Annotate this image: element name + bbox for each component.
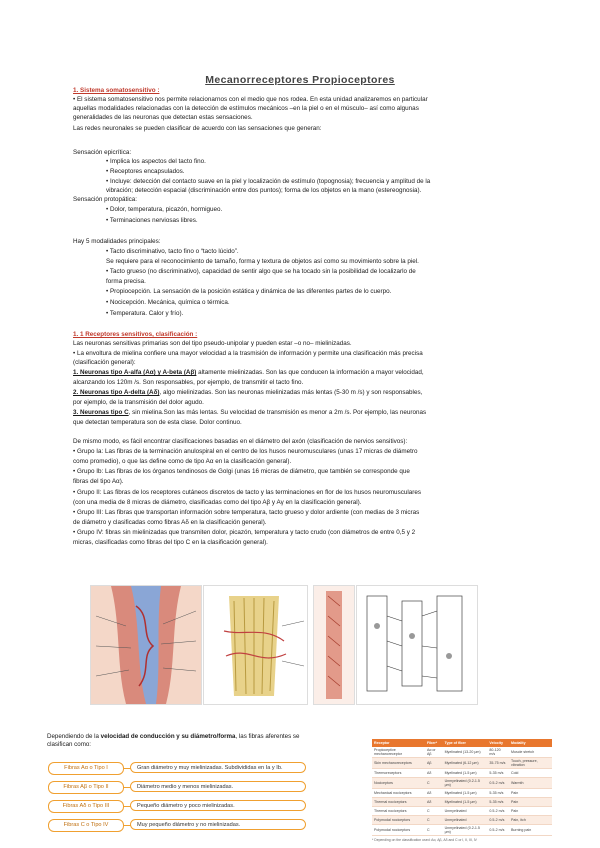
table-row [372, 798, 552, 807]
list-item: • Propiocepción. La sensación de la posición estática y dinámica de las diferentes partes de lo cuerpo. [106, 288, 392, 295]
list-item: • Temperatura. Calor y frío). [106, 310, 184, 317]
table-footnote: * Depending on the classification used: Aα, Aβ, Aδ and C or I, II, III, IV [372, 838, 477, 842]
table-body [372, 747, 552, 836]
table-row [372, 769, 552, 778]
list-item: forma precisa. [106, 278, 146, 285]
table-cell: C [425, 778, 443, 789]
table-row [372, 816, 552, 825]
table-cell: C [425, 816, 443, 825]
table-cell: 80-120 m/s [487, 747, 509, 758]
neuron-type-1-text: altamente mielinizadas. Son las que conducen la información a mayor velocidad, [196, 369, 424, 376]
neuron-type-2-label: 2. Neuronas tipo A-delta (Aδ) [73, 389, 160, 396]
paragraph-line: Las neuronas sensitivas primarias son del tipo pseudo-unipolar y pueden estar –o no– mielinizadas. [73, 340, 352, 347]
group-line: • Grupo Ia: Las fibras de la terminación anulospiral en el centro de los husos neuromusculares (unas 17 micras de diámetro [73, 448, 418, 455]
table-cell: Aδ [425, 789, 443, 798]
table-cell: Unmyelinated (0.2-1.5 μm) [443, 778, 488, 789]
table-cell: 0.5-2 m/s [487, 825, 509, 836]
table-cell: 5-35 m/s [487, 798, 509, 807]
receptor-table [372, 739, 552, 836]
table-cell: Muscle stretch [509, 747, 552, 758]
table-cell: 0.5-2 m/s [487, 816, 509, 825]
fiber-name: Fibras C o Tipo IV [48, 819, 124, 832]
intro-text: Dependiendo de la [47, 733, 101, 740]
table-cell: Polymodal nociceptors [372, 825, 425, 836]
paragraph-line: (clasificación general): [73, 359, 136, 366]
table-cell: Nociceptors [372, 778, 425, 789]
fiber-description: Diámetro medio y menos mielinizadas. [130, 781, 306, 792]
table-cell: Unmyelinated [443, 807, 488, 816]
fiber-classification-intro [47, 733, 347, 749]
fiber-name: Fibras Aβ o Tipo II [48, 781, 124, 794]
paragraph-line: por ejemplo, de la transmisión del dolor agudo. [73, 399, 204, 406]
section11-heading: 1. 1 Receptores sensitivos, clasificación : [73, 331, 198, 338]
paragraph-line: • La envoltura de mielina confiere una mayor velocidad a la trasmisión de información y permite una clasificación más precisa [73, 350, 423, 357]
fiber-row [48, 762, 308, 774]
fiber-name: Fibras Aδ o Tipo III [48, 800, 124, 813]
paragraph-line: De mismo modo, es fácil encontrar clasificaciones basadas en el diámetro del axón (clasificación de nervios sensitivos): [73, 438, 408, 445]
table-cell: Thermoreceptors [372, 769, 425, 778]
section1-heading: 1. Sistema somatosensitivo : [73, 87, 160, 94]
table-cell: Myelinated (1-5 μm) [443, 769, 488, 778]
neuron-type-2-text: , algo mielinizadas. Son las neuronas mielinizadas más lentas (5-30 m /s) y son responsables, [159, 389, 423, 396]
page-title: Mecanorreceptores Propioceptores [205, 74, 395, 86]
paragraph-line: • El sistema somatosensitivo nos permite relacionarnos con el medio que nos rodea. En esta unidad analizaremos en particular [73, 96, 428, 103]
group-line: • Grupo Ib: Las fibras de los órganos tendinosos de Golgi (unas 16 micras de diámetro, que también se corresponde que [73, 468, 410, 475]
fiber-description: Gran diámetro y muy mielinizadas. Subdivididas en Ia y Ib. [130, 762, 306, 773]
table-cell: Myelinated (1-5 μm) [443, 798, 488, 807]
table-cell: Aβ [425, 758, 443, 769]
table-cell: Aδ [425, 798, 443, 807]
fiber-description: Pequeño diámetro y poco mielinizadas. [130, 800, 306, 811]
table-header: Fiber* [425, 739, 443, 747]
table-cell: 5-35 m/s [487, 769, 509, 778]
table-cell: Unmyelinated (0.2-1.5 μm) [443, 825, 488, 836]
table-cell: 5-35 m/s [487, 789, 509, 798]
list-item: • Tacto grueso (no discriminativo), capacidad de sentir algo que se ha tocado sin la posibilidad de localizarlo de [106, 268, 416, 275]
table-header-row [372, 739, 552, 747]
table-row [372, 747, 552, 758]
group-line: (con una media de 8 micras de diámetro, clasificadas como del tipo Aβ y Aγ en la clasificación general). [73, 499, 362, 506]
fiber-name: Fibras Aα o Tipo I [48, 762, 124, 775]
table-cell: Warmth [509, 778, 552, 789]
paragraph-line: Las redes neuronales se pueden clasificar de acuerdo con las sensaciones que generan: [73, 125, 322, 132]
table-row [372, 758, 552, 769]
group-line: • Grupo IV: fibras sin mielinizadas que transmiten dolor, picazón, temperatura y tacto crudo (con diámetros de entre 0,5 y 2 [73, 529, 416, 536]
list-item: • Implica los aspectos del tacto fino. [106, 158, 206, 165]
golgi-tendon-illustration [203, 585, 308, 705]
table-cell: Skin mechanoreceptors [372, 758, 425, 769]
neuron-type-1-label: 1. Neuronas tipo A-alfa (Aα) y A-beta (Aβ) [73, 369, 197, 376]
fiber-row [48, 800, 308, 812]
table-cell: Myelinated (1-5 μm) [443, 789, 488, 798]
table-cell: Pain, itch [509, 816, 552, 825]
table-header: Receptor [372, 739, 425, 747]
intro-text: , las fibras aferentes se [235, 733, 300, 740]
table-row [372, 807, 552, 816]
neuron-type-3-text: , sin mielina.Son las más lentas. Su velocidad de transmisión es menor a 2m /s. Por ejemplo, las neuronas [128, 409, 427, 416]
group-line: micras, clasificadas como fibras del tipo C en la clasificación general). [73, 539, 268, 546]
table-cell: Pain [509, 798, 552, 807]
table-header: Velocity [487, 739, 509, 747]
epicritic-title: Sensación epicrítica: [73, 149, 132, 156]
modalities-title: Hay 5 modalidades principales: [73, 238, 161, 245]
spinal-cord-illustration [313, 585, 355, 705]
group-line: • Grupo III: Las fibras que transportan información sobre temperatura, tacto grueso y dolor ardiente (con medias de 3 micras [73, 509, 420, 516]
table-cell: Burning pain [509, 825, 552, 836]
neuron-type-3 [73, 408, 533, 417]
table-cell: Polymodal nociceptors [372, 816, 425, 825]
table-cell: Aδ [425, 769, 443, 778]
table-cell: Myelinated (6-12 μm) [443, 758, 488, 769]
table-cell: C [425, 807, 443, 816]
table-row [372, 825, 552, 836]
table-cell: Aα or Aβ [425, 747, 443, 758]
list-item: • Tacto discriminativo, tacto fino o “tacto lúcido”. [106, 248, 239, 255]
table-cell: 0.5-2 m/s [487, 807, 509, 816]
table-cell: 35-75 m/s [487, 758, 509, 769]
table-header: Type of fiber [443, 739, 488, 747]
paragraph-line: aquellas modalidades relacionadas con la detección de estímulos mecánicos –en la piel o en el músculo– así como algunas [73, 105, 419, 112]
table-row [372, 778, 552, 789]
group-line: como promedio), o que las define como de tipo Aα en la clasificación general). [73, 458, 292, 465]
list-item: • Receptores encapsulados. [106, 168, 185, 175]
list-item: • Incluye: detección del contacto suave en la piel y localización de estímulo (topognosia); frecuencia y amplitud de la [106, 178, 431, 185]
table-row [372, 789, 552, 798]
list-item: • Terminaciones nerviosas libres. [106, 217, 198, 224]
table-cell: Unmyelinated [443, 816, 488, 825]
list-item: Se requiere para el reconocimiento de tamaño, forma y textura de objetos así como su movimiento sobre la piel. [106, 258, 419, 265]
neural-pathway-diagram [356, 585, 478, 705]
intro-bold-text: velocidad de conducción y su diámetro/forma [100, 733, 236, 740]
table-cell: Thermal nociceptors [372, 798, 425, 807]
group-line: de diámetro y clasificadas como fibras Aδ en la clasificación general). [73, 519, 267, 526]
table-cell: Pain [509, 789, 552, 798]
neuron-type-2 [73, 388, 533, 397]
table-cell: Touch, pressure, vibration [509, 758, 552, 769]
protopathic-title: Sensación protopática: [73, 196, 138, 203]
table-cell: Propioceptive mechanoreceptor [372, 747, 425, 758]
list-item: • Dolor, temperatura, picazón, hormigueo. [106, 206, 223, 213]
fiber-row [48, 781, 308, 793]
muscle-spindle-illustration [90, 585, 202, 705]
fiber-description: Muy pequeño diámetro y no mielinizadas. [130, 819, 306, 830]
fiber-row [48, 819, 308, 831]
paragraph-line: alcanzando los 120m /s. Son responsables, por ejemplo, de transmitir el tacto fino. [73, 379, 304, 386]
table-cell: Cold [509, 769, 552, 778]
intro-text: clasifican como: [47, 741, 92, 748]
table-cell: 0.5-2 m/s [487, 778, 509, 789]
table-cell: Mechanical nociceptors [372, 789, 425, 798]
table-cell: Pain [509, 807, 552, 816]
list-item: • Nocicepción. Mecánica, química o térmica. [106, 299, 230, 306]
neuron-type-1 [73, 368, 533, 377]
table-cell: Myelinated (13-20 μm) [443, 747, 488, 758]
table-cell: Thermal nociceptors [372, 807, 425, 816]
paragraph-line: que detectan temperatura son de esta clase. Dolor continuo. [73, 419, 242, 426]
paragraph-line: generalidades de las neuronas que detectan estas sensaciones. [73, 114, 253, 121]
table-cell: C [425, 825, 443, 836]
group-line: fibras del tipo Aα). [73, 478, 124, 485]
neuron-type-3-label: 3. Neuronas tipo C [73, 409, 129, 416]
list-item: vibración; detección espacial (discriminación entre dos puntos); forma de los objetos en la mano (estereognosia). [106, 187, 422, 194]
table-header: Modality [509, 739, 552, 747]
group-line: • Grupo II: Las fibras de los receptores cutáneos discretos de tacto y las terminaciones en flor de los husos neuromusculares [73, 489, 422, 496]
